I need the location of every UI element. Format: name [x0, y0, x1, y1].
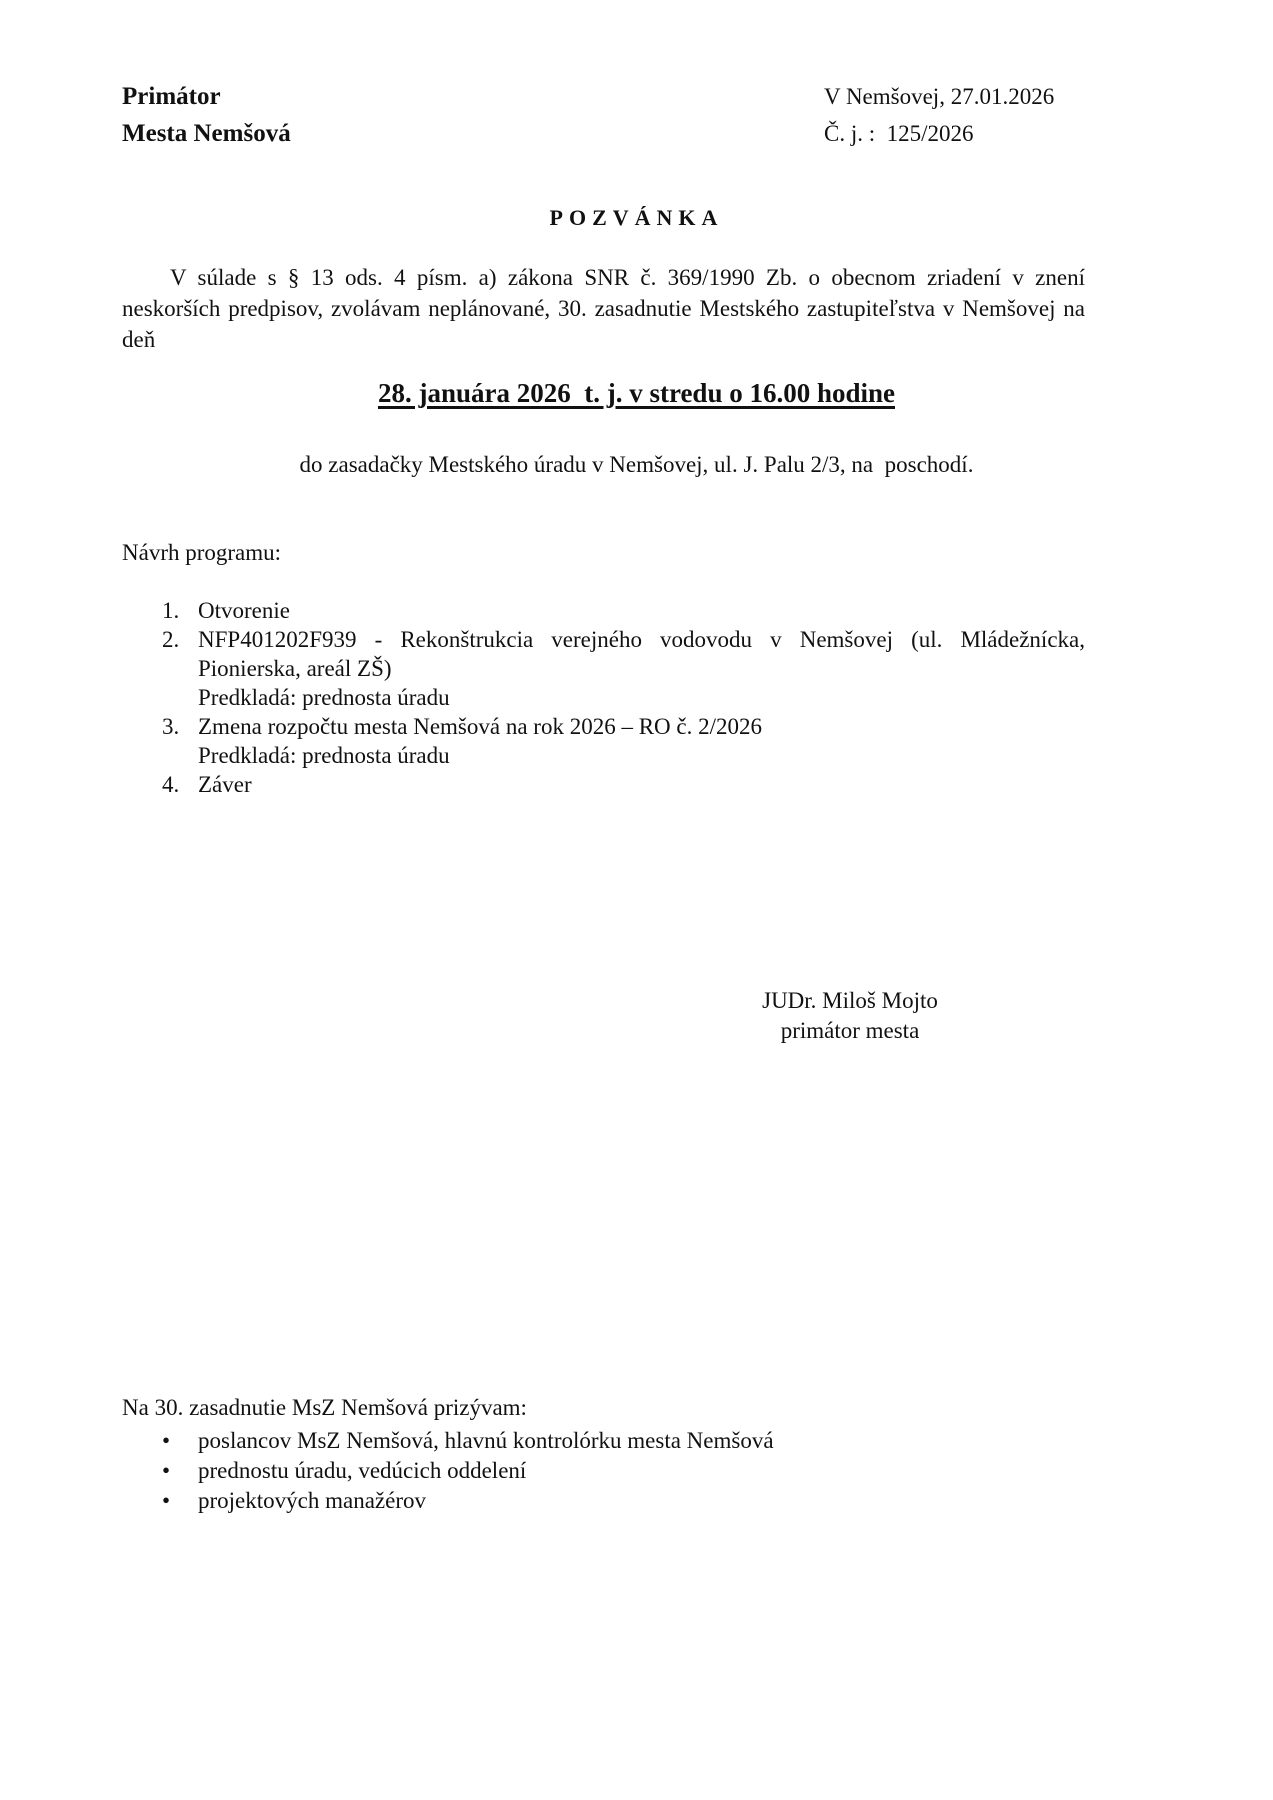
- agenda-item: [122, 596, 1085, 625]
- bullet-icon: •: [162, 1428, 171, 1453]
- invitee-item: [122, 1456, 774, 1486]
- agenda-item-presenter: Predkladá: prednosta úradu: [198, 743, 450, 768]
- invitee-list: [122, 1426, 774, 1516]
- intro-text: V súlade s § 13 ods. 4 písm. a) zákona SNR č. 369/1990 Zb. o obecnom zriadení v znení neskorších predpisov, zvolávam neplánované, 30. zasadnutie Mestského zastupiteľstva v Nemšovej na deň: [122, 265, 1085, 352]
- issuer-title: Primátor: [122, 83, 221, 110]
- place-date: V Nemšovej, 27.01.2026: [824, 84, 1055, 109]
- meeting-datetime-text: 28. januára 2026 t. j. v stredu o 16.00 hodine: [377, 378, 896, 408]
- agenda-list: [122, 596, 1085, 799]
- invitee-item: [122, 1486, 774, 1516]
- meeting-datetime: [0, 378, 1273, 409]
- invitation-label: Na 30. zasadnutie MsZ Nemšová prizývam:: [122, 1395, 527, 1420]
- invitee-text: poslancov MsZ Nemšová, hlavnú kontrolórku mesta Nemšová: [198, 1428, 774, 1453]
- date-reference-block: [824, 78, 1054, 152]
- agenda-item-text: Otvorenie: [198, 598, 290, 623]
- signatory-role: primátor mesta: [780, 1018, 920, 1043]
- agenda-item: [122, 770, 1085, 799]
- invitee-text: prednostu úradu, vedúcich oddelení: [198, 1458, 527, 1483]
- agenda-item: [122, 712, 1085, 770]
- invitee-item: [122, 1426, 774, 1456]
- invitee-text: projektových manažérov: [198, 1488, 426, 1513]
- document-title: POZVÁNKA: [549, 205, 724, 230]
- agenda-item-presenter: Predkladá: prednosta úradu: [198, 685, 450, 710]
- agenda-item: [122, 625, 1085, 712]
- agenda-item-text: NFP401202F939 - Rekonštrukcia verejného vodovodu v Nemšovej (ul. Mládežnícka, Pionierska, areál ZŠ): [198, 627, 1085, 681]
- intro-paragraph: [122, 262, 1085, 355]
- meeting-venue: do zasadačky Mestského úradu v Nemšovej, ul. J. Palu 2/3, na poschodí.: [299, 452, 974, 477]
- program-label: Návrh programu:: [122, 540, 282, 565]
- signature-block: [700, 986, 1000, 1046]
- agenda-item-number: 3.: [162, 714, 180, 739]
- signatory-name: JUDr. Miloš Mojto: [762, 988, 938, 1013]
- reference-number: Č. j. : 125/2026: [824, 121, 974, 146]
- agenda-item-number: 1.: [162, 598, 180, 623]
- agenda-item-text: Záver: [198, 772, 252, 797]
- agenda-item-number: 4.: [162, 772, 180, 797]
- agenda-item-number: 2.: [162, 627, 180, 652]
- agenda-item-text: Zmena rozpočtu mesta Nemšová na rok 2026 – RO č. 2/2026: [198, 714, 763, 739]
- issuer-town: Mesta Nemšová: [122, 120, 291, 147]
- bullet-icon: •: [162, 1458, 171, 1483]
- bullet-icon: •: [162, 1488, 171, 1513]
- issuer-block: [122, 78, 291, 152]
